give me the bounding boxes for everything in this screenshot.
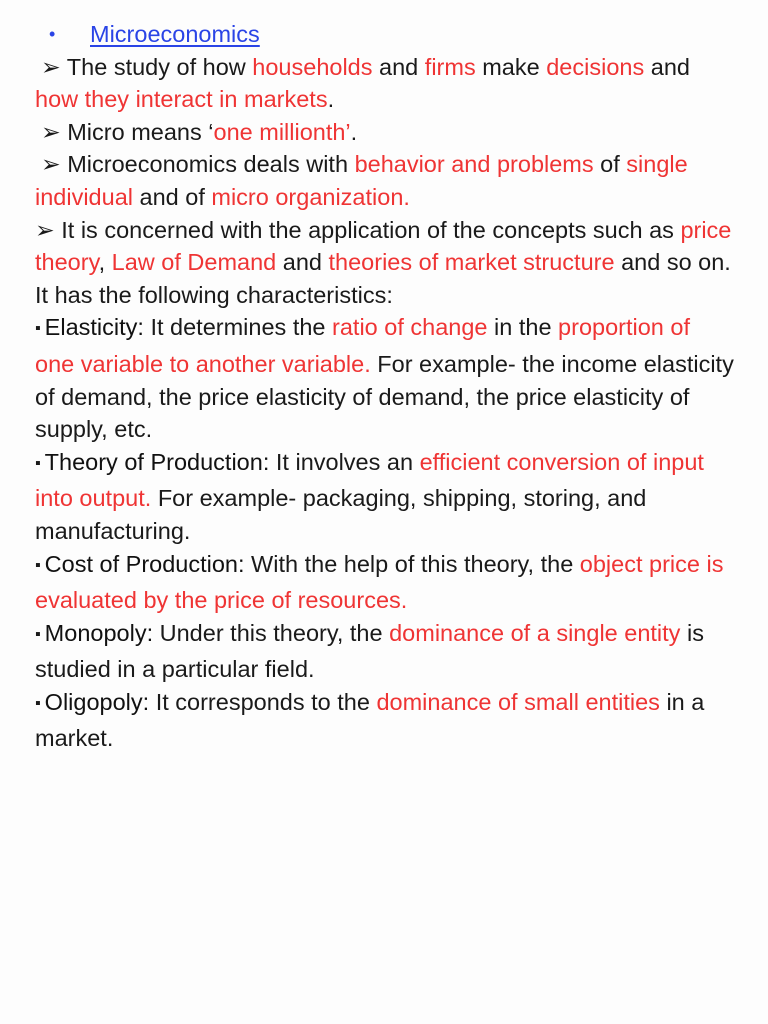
square-bullet: ▪ [35, 556, 41, 574]
highlight-text: firms [424, 53, 476, 80]
text-run: and so on. It has the following characteristics: [35, 249, 731, 308]
text-run: is studied in a particular field. [35, 619, 704, 683]
text-run: Microeconomics deals with [60, 151, 355, 178]
square-bullet: ▪ [35, 454, 41, 472]
highlight-text: dominance of a single entity [389, 619, 681, 646]
text-run: , [98, 249, 112, 276]
paragraph-concepts [35, 214, 735, 312]
text-run: and [276, 249, 329, 276]
paragraph-definition [35, 51, 735, 116]
item-monopoly [35, 617, 735, 686]
text-run: It corresponds to the [149, 688, 377, 715]
text-run: and [644, 53, 690, 80]
text-run: For example- packaging, shipping, storing, and manufacturing. [35, 485, 647, 544]
text-run: in a market. [35, 688, 705, 752]
arrow-bullet: ➢ [41, 53, 61, 80]
text-run: in the [487, 314, 559, 341]
highlight-text: households [252, 53, 373, 80]
highlight-text: theories of market structure [328, 249, 615, 276]
highlight-text: decisions [546, 53, 645, 80]
text-run: With the help of this theory, the [244, 550, 580, 577]
text-run: It involves an [269, 448, 420, 475]
highlight-text: single individual [35, 151, 688, 210]
document-body [35, 18, 735, 755]
heading-bullet: • [49, 24, 56, 44]
highlight-text: micro organization. [211, 183, 410, 210]
arrow-bullet: ➢ [35, 216, 55, 243]
item-cost-of-production [35, 548, 735, 617]
highlight-text: efficient conversion of input into output. [35, 448, 704, 512]
text-run: . [327, 86, 335, 113]
highlight-text: proportion of one variable to another variable. [35, 314, 690, 377]
text-run: For example- the income elasticity of demand, the price elasticity of demand, the price elasticity of supply, etc. [35, 350, 734, 443]
square-bullet: ▪ [35, 694, 41, 712]
heading-line [35, 18, 735, 51]
paragraph-deals-with [35, 148, 735, 213]
item-oligopoly [35, 686, 735, 755]
term-label: Theory of Production: [44, 448, 270, 475]
text-run: The study of how [60, 53, 253, 80]
heading-link-microeconomics[interactable]: Microeconomics [90, 21, 260, 47]
highlight-text: one millionth’ [213, 118, 351, 145]
square-bullet: ▪ [35, 320, 41, 338]
term-label: Oligopoly: [44, 688, 150, 715]
highlight-text: price theory [35, 216, 732, 276]
item-elasticity [35, 311, 735, 445]
text-run: and [372, 53, 425, 80]
highlight-text: dominance of small entities [376, 688, 660, 715]
text-run: Micro means ‘ [60, 118, 214, 145]
text-run: Under this theory, the [153, 619, 390, 646]
text-run: . [350, 118, 358, 145]
term-label: Monopoly: [44, 619, 154, 646]
term-label: Elasticity: [44, 314, 144, 341]
text-run: It determines the [143, 314, 333, 341]
paragraph-micro-meaning [35, 116, 735, 149]
square-bullet: ▪ [35, 625, 41, 643]
text-run: of [593, 151, 627, 178]
highlight-text: object price is evaluated by the price of resources. [35, 550, 724, 614]
item-theory-of-production [35, 446, 735, 548]
text-run: It is concerned with the application of the concepts such as [54, 216, 681, 243]
term-label: Cost of Production: [44, 550, 245, 577]
arrow-bullet: ➢ [41, 118, 61, 145]
text-run: and of [132, 183, 212, 210]
highlight-text: behavior and problems [354, 151, 594, 178]
highlight-text: how they interact in markets [35, 86, 328, 113]
text-run: make [475, 53, 547, 80]
highlight-text: Law of Demand [111, 249, 277, 276]
arrow-bullet: ➢ [41, 151, 61, 178]
highlight-text: ratio of change [332, 314, 488, 341]
